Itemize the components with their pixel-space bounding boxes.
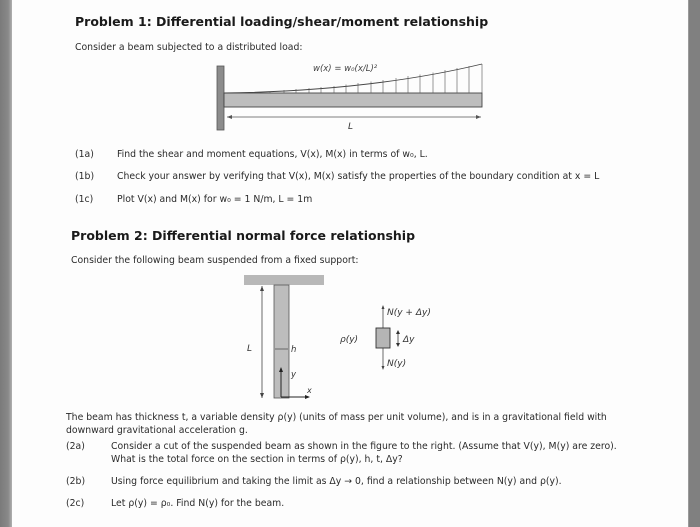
item-2c-text: Let ρ(y) = ρ₀. Find N(y) for the beam. bbox=[111, 498, 285, 509]
item-2a-label: (2a) bbox=[66, 441, 85, 452]
problem1-intro: Consider a beam subjected to a distributed load: bbox=[75, 42, 303, 53]
item-2b-text: Using force equilibrium and taking the limit as Δy → 0, find a relationship between N(y) and ρ(y). bbox=[111, 476, 562, 487]
load-equation: w(x) = w₀(x/L)² bbox=[313, 64, 378, 74]
svg-text:ρ(y): ρ(y) bbox=[340, 335, 359, 345]
svg-text:N(y): N(y) bbox=[387, 359, 407, 369]
svg-text:L: L bbox=[247, 344, 253, 354]
problem2-intro: Consider the following beam suspended from a fixed support: bbox=[71, 255, 359, 266]
problem2-title: Problem 2: Differential normal force relationship bbox=[71, 228, 416, 243]
svg-text:x: x bbox=[307, 386, 312, 395]
ceiling-support bbox=[244, 275, 324, 285]
cantilever-beam-figure bbox=[200, 55, 500, 145]
length-label: L bbox=[348, 122, 354, 132]
svg-text:Δy: Δy bbox=[403, 335, 415, 345]
description-line1: The beam has thickness t, a variable density ρ(y) (units of mass per unit volume), and is in a gravitational field with bbox=[66, 412, 607, 423]
item-2b-label: (2b) bbox=[66, 476, 86, 487]
item-2c-label: (2c) bbox=[66, 498, 85, 509]
svg-text:y: y bbox=[291, 370, 297, 380]
free-body-diagram bbox=[330, 290, 460, 380]
item-1c-label: (1c) bbox=[75, 194, 94, 205]
description-line2: downward gravitational acceleration g. bbox=[66, 425, 248, 436]
item-1a-label: (1a) bbox=[75, 149, 94, 160]
svg-text:h: h bbox=[291, 345, 297, 355]
item-1c-text: Plot V(x) and M(x) for w₀ = 1 N/m, L = 1m bbox=[117, 194, 313, 205]
item-1a-text: Find the shear and moment equations, V(x), M(x) in terms of w₀, L. bbox=[117, 149, 428, 160]
item-2a-text2: What is the total force on the section in terms of ρ(y), h, t, Δy? bbox=[111, 454, 403, 465]
problem1-title: Problem 1: Differential loading/shear/moment relationship bbox=[75, 14, 489, 29]
wall-support bbox=[217, 66, 224, 130]
beam bbox=[224, 93, 482, 107]
page-left-shadow bbox=[0, 0, 12, 527]
item-1b-text: Check your answer by verifying that V(x), M(x) satisfy the properties of the boundary condition at x = L bbox=[117, 171, 600, 182]
suspended-beam-figure bbox=[236, 270, 326, 410]
item-2a-text: Consider a cut of the suspended beam as shown in the figure to the right. (Assume that V(y), M(y) are zero). bbox=[111, 441, 617, 452]
item-1b-label: (1b) bbox=[75, 171, 95, 182]
page-right-border bbox=[688, 0, 700, 527]
svg-text:N(y + Δy): N(y + Δy) bbox=[387, 308, 431, 318]
